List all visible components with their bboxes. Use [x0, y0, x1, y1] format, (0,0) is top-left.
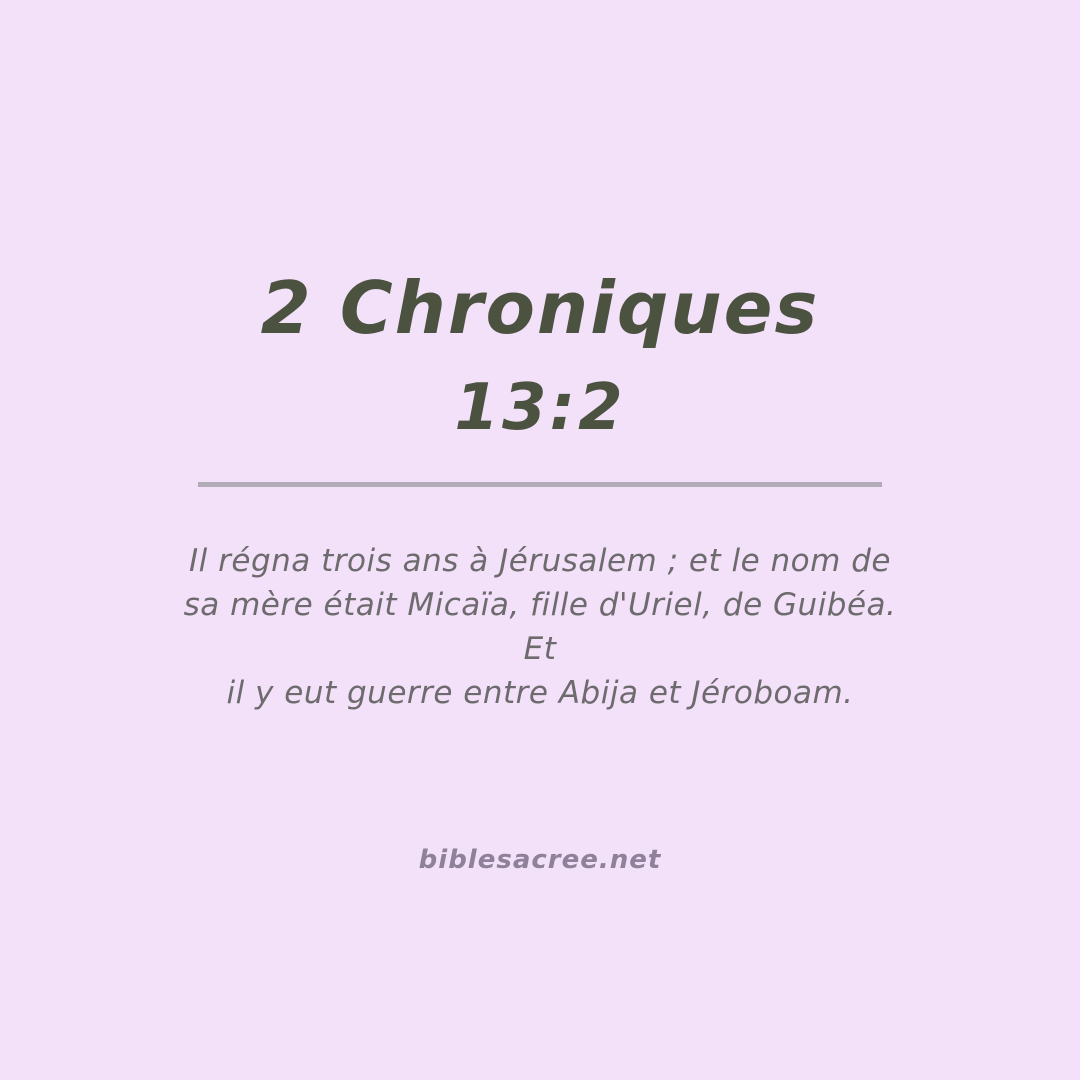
title-block: [260, 266, 820, 445]
site-watermark: biblesacree.net: [418, 845, 662, 875]
verse-line-2: sa mère était Micaïa, fille d'Uriel, de Guibéa. Et: [183, 587, 897, 667]
divider-line: [198, 482, 882, 487]
verse-text: [180, 539, 900, 715]
verse-line-1: Il régna trois ans à Jérusalem ; et le nom de: [189, 543, 891, 579]
book-title: 2 Chroniques: [260, 266, 820, 350]
verse-line-3: il y eut guerre entre Abija et Jéroboam.: [226, 675, 854, 711]
verse-reference: 13:2: [454, 371, 626, 445]
